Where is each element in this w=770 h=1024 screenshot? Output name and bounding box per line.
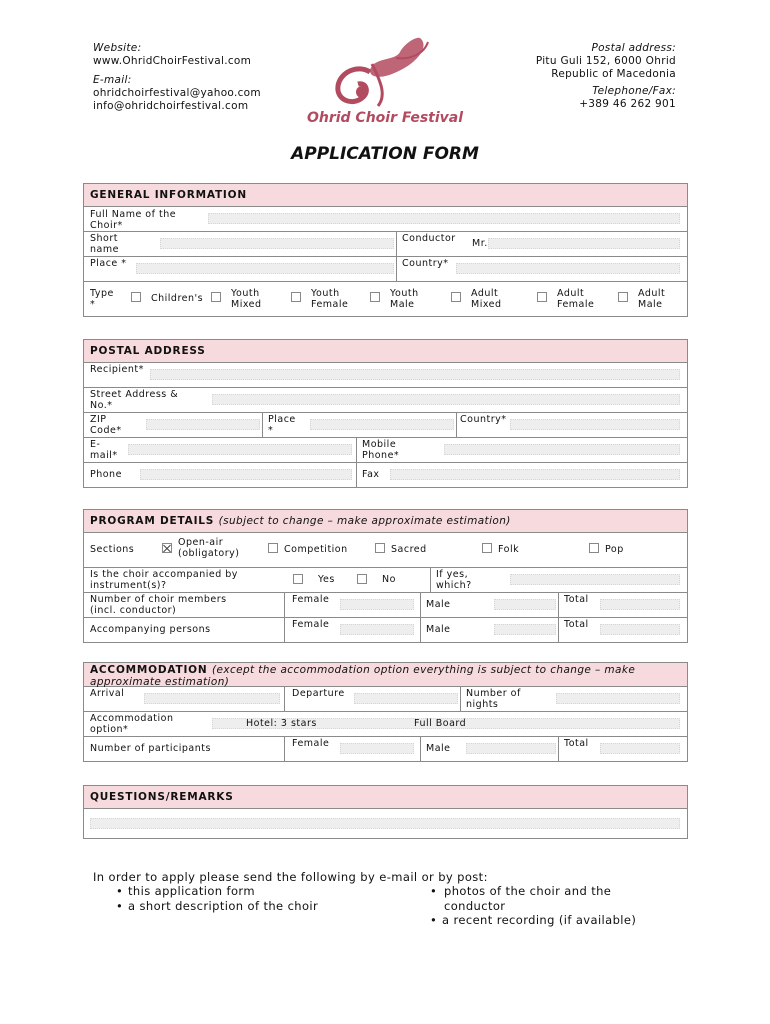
- postal-address-section: [83, 339, 688, 488]
- type-adult-female-label: Adult Female: [557, 288, 595, 310]
- program-heading: [84, 510, 687, 533]
- participants-female-label: Female: [292, 738, 330, 749]
- contact-left: [93, 42, 261, 113]
- conductor-value: Mr.: [472, 238, 488, 249]
- postal-label: Postal address:: [591, 42, 676, 54]
- type-checkbox-adult-female[interactable]: [537, 292, 547, 302]
- footer-item-text: a recent recording (if available): [442, 913, 637, 927]
- email-label: E-mail:: [93, 74, 132, 86]
- accompanying-male-label: Male: [426, 624, 451, 635]
- place-label: Place *: [90, 258, 127, 269]
- accompanying-male-field[interactable]: [494, 624, 556, 635]
- questions-field[interactable]: [90, 818, 680, 829]
- bullet-icon: •: [430, 884, 438, 898]
- email-link-2[interactable]: info@ohridchoirfestival.com: [93, 100, 249, 112]
- members-male-field[interactable]: [494, 599, 556, 610]
- departure-field[interactable]: [354, 693, 458, 704]
- program-note: (subject to change – make approximate estimation): [218, 515, 511, 527]
- mobile-label: Mobile Phone*: [362, 439, 400, 461]
- section-checkbox-sacred[interactable]: [375, 543, 385, 553]
- program-heading-text: PROGRAM DETAILS: [90, 515, 215, 527]
- accompanied-yes-label: Yes: [318, 574, 335, 585]
- section-competition-label: Competition: [284, 544, 348, 555]
- logo-note-icon: [300, 34, 480, 114]
- members-female-label: Female: [292, 594, 330, 605]
- members-total-field[interactable]: [600, 599, 680, 610]
- tel-label: Telephone/Fax:: [592, 85, 676, 97]
- section-checkbox-competition[interactable]: [268, 543, 278, 553]
- questions-heading: QUESTIONS/REMARKS: [84, 786, 687, 809]
- email-field-label: E-mail*: [90, 439, 118, 461]
- accommodation-option-label: Accommodation option*: [90, 713, 174, 735]
- members-female-field[interactable]: [340, 599, 414, 610]
- participants-total-label: Total: [564, 738, 589, 749]
- sections-label: Sections: [90, 544, 135, 555]
- type-checkbox-childrens[interactable]: [131, 292, 141, 302]
- zip-field[interactable]: [146, 419, 260, 430]
- departure-label: Departure: [292, 688, 345, 699]
- type-adult-mixed-label: Adult Mixed: [471, 288, 502, 310]
- board-value: Full Board: [414, 718, 467, 729]
- footer-item-text: this application form: [128, 884, 255, 898]
- type-checkbox-adult-male[interactable]: [618, 292, 628, 302]
- accompanying-female-field[interactable]: [340, 624, 414, 635]
- bullet-icon: •: [116, 899, 124, 913]
- accompanying-total-field[interactable]: [600, 624, 680, 635]
- type-youth-mixed-label: Youth Mixed: [231, 288, 262, 310]
- section-pop-label: Pop: [605, 544, 624, 555]
- participants-label: Number of participants: [90, 743, 211, 754]
- postal-place-field[interactable]: [310, 419, 454, 430]
- nights-field[interactable]: [556, 693, 680, 704]
- type-label: Type *: [90, 288, 114, 310]
- country-field[interactable]: [456, 263, 680, 274]
- accommodation-section: [83, 662, 688, 762]
- accompanied-yes-checkbox[interactable]: [293, 574, 303, 584]
- which-field[interactable]: [510, 574, 680, 585]
- postal-line-2: Republic of Macedonia: [551, 68, 676, 80]
- section-folk-label: Folk: [498, 544, 520, 555]
- postal-line-1: Pitu Guli 152, 6000 Ohrid: [535, 55, 676, 67]
- full-name-label: Full Name of the Choir*: [90, 209, 177, 231]
- footer-intro: In order to apply please send the following by e-mail or by post:: [93, 870, 488, 884]
- participants-female-field[interactable]: [340, 743, 414, 754]
- short-name-field[interactable]: [160, 238, 394, 249]
- email-link-1[interactable]: ohridchoirfestival@yahoo.com: [93, 87, 261, 99]
- website-link[interactable]: www.OhridChoirFestival.com: [93, 55, 252, 67]
- conductor-field[interactable]: [488, 238, 680, 249]
- bullet-icon: •: [430, 913, 438, 927]
- recipient-label: Recipient*: [90, 364, 144, 375]
- logo-text: Ohrid Choir Festival: [306, 110, 464, 126]
- accommodation-heading-text: ACCOMMODATION: [90, 664, 208, 676]
- bullet-icon: •: [116, 884, 124, 898]
- postal-country-label: Country*: [460, 414, 507, 425]
- street-label: Street Address & No.*: [90, 389, 179, 411]
- members-total-label: Total: [564, 594, 589, 605]
- accompanied-no-checkbox[interactable]: [357, 574, 367, 584]
- section-sacred-label: Sacred: [391, 544, 427, 555]
- type-checkbox-youth-male[interactable]: [370, 292, 380, 302]
- conductor-label: Conductor: [402, 233, 456, 244]
- recipient-field[interactable]: [150, 369, 680, 380]
- type-checkbox-adult-mixed[interactable]: [451, 292, 461, 302]
- type-childrens-label: Children's: [151, 293, 204, 304]
- website-label: Website:: [93, 42, 142, 54]
- accompanied-label: Is the choir accompanied by instrument(s)?: [90, 569, 238, 591]
- type-checkbox-youth-mixed[interactable]: [211, 292, 221, 302]
- postal-country-field[interactable]: [510, 419, 680, 430]
- type-youth-female-label: Youth Female: [311, 288, 349, 310]
- type-youth-male-label: Youth Male: [390, 288, 419, 310]
- footer-item: [430, 884, 630, 914]
- section-open-air-label: Open-air (obligatory): [178, 537, 240, 559]
- type-adult-male-label: Adult Male: [638, 288, 666, 310]
- postal-place-label: Place *: [268, 414, 296, 436]
- participants-male-label: Male: [426, 743, 451, 754]
- general-heading: GENERAL INFORMATION: [84, 184, 687, 207]
- email-input[interactable]: [128, 444, 352, 455]
- festival-logo: [300, 34, 480, 130]
- page-title: APPLICATION FORM: [291, 144, 479, 164]
- footer-item: [116, 884, 255, 899]
- postal-heading: POSTAL ADDRESS: [84, 340, 687, 363]
- accommodation-note: (except the accommodation option everything is subject to change – make approximate estimation): [90, 664, 636, 688]
- full-name-field[interactable]: [208, 213, 680, 224]
- questions-section: [83, 785, 688, 839]
- mobile-field[interactable]: [444, 444, 680, 455]
- fax-field[interactable]: [390, 469, 680, 480]
- place-field[interactable]: [136, 263, 394, 274]
- type-checkbox-youth-female[interactable]: [291, 292, 301, 302]
- participants-male-field[interactable]: [466, 743, 556, 754]
- footer-item-text: a short description of the choir: [128, 899, 319, 913]
- section-checkbox-pop[interactable]: [589, 543, 599, 553]
- phone-field[interactable]: [140, 469, 352, 480]
- fax-label: Fax: [362, 469, 380, 480]
- accompanying-total-label: Total: [564, 619, 589, 630]
- arrival-field[interactable]: [144, 693, 280, 704]
- members-label: Number of choir members (incl. conductor): [90, 594, 227, 616]
- program-details-section: [83, 509, 688, 643]
- country-label: Country*: [402, 258, 449, 269]
- general-information-section: [83, 183, 688, 317]
- arrival-label: Arrival: [90, 688, 125, 699]
- members-male-label: Male: [426, 599, 451, 610]
- accompanied-no-label: No: [382, 574, 396, 585]
- section-checkbox-open-air[interactable]: [162, 543, 172, 553]
- accommodation-heading: [84, 663, 687, 687]
- short-name-label: Short name: [90, 233, 119, 255]
- participants-total-field[interactable]: [600, 743, 680, 754]
- accompanying-label: Accompanying persons: [90, 624, 211, 635]
- footer-item-text: photos of the choir and the conductor: [444, 884, 612, 913]
- section-checkbox-folk[interactable]: [482, 543, 492, 553]
- contact-right: [536, 42, 676, 111]
- street-field[interactable]: [212, 394, 680, 405]
- tel-value: +389 46 262 901: [579, 98, 676, 110]
- nights-label: Number of nights: [466, 688, 521, 710]
- phone-label: Phone: [90, 469, 122, 480]
- accompanying-female-label: Female: [292, 619, 330, 630]
- which-label: If yes, which?: [436, 569, 472, 591]
- zip-label: ZIP Code*: [90, 414, 122, 436]
- footer-item: [116, 899, 318, 914]
- footer-item: [430, 913, 636, 928]
- hotel-value: Hotel: 3 stars: [246, 718, 317, 729]
